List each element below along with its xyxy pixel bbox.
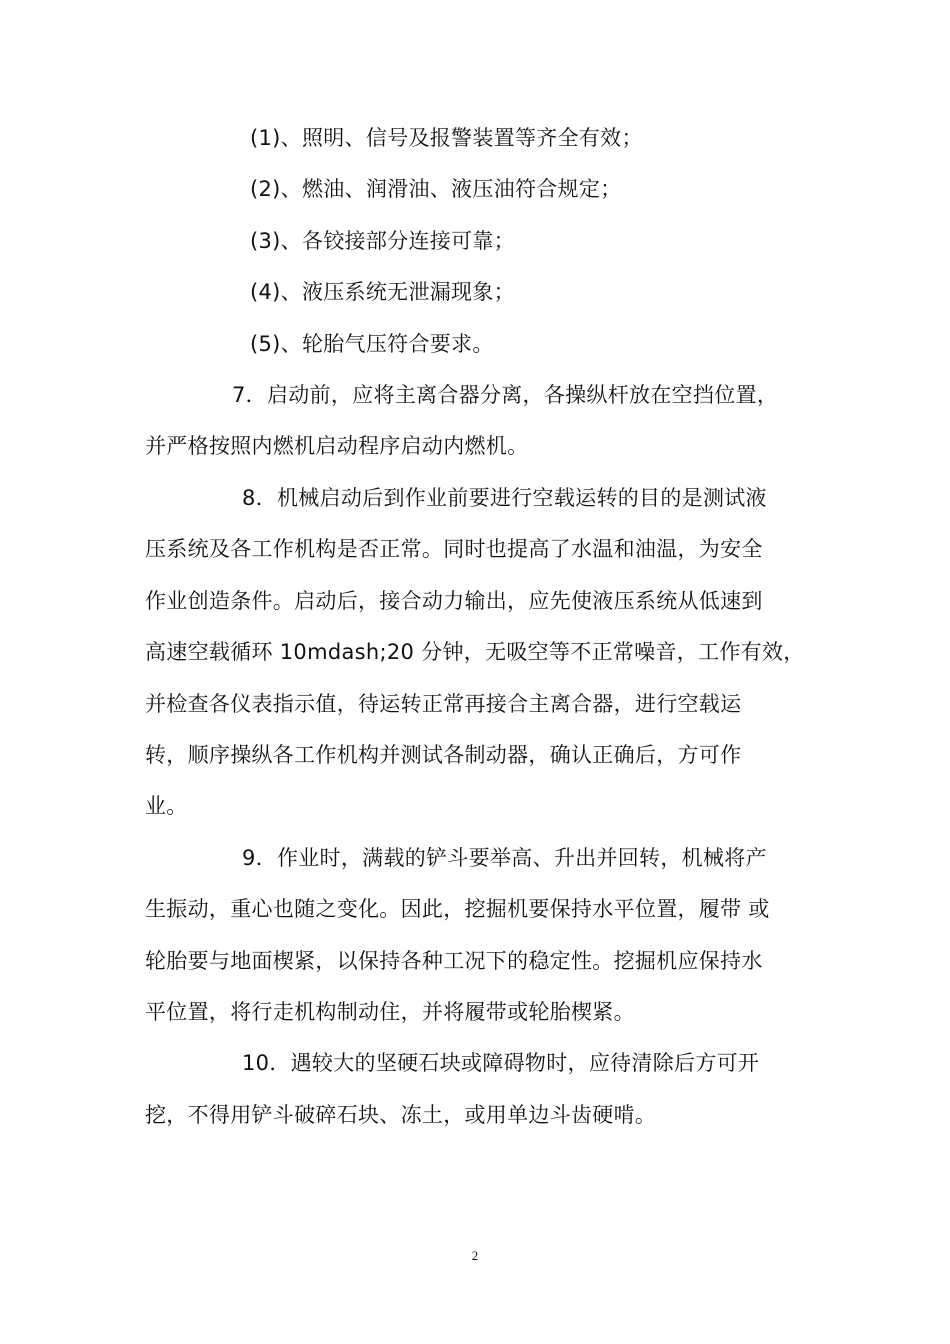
- text-line-9: 压系统及各工作机构是否正常。同时也提高了水温和油温，为安全: [145, 537, 763, 561]
- text-line-5: (5)、轮胎气压符合要求。: [250, 332, 494, 356]
- text-line-3: (3)、各铰接部分连接可靠；: [250, 229, 515, 253]
- text-line-8: 8．机械启动后到作业前要进行空载运转的目的是测试液: [242, 486, 767, 510]
- text-line-17: 轮胎要与地面楔紧，以保持各种工况下的稳定性。挖掘机应保持水: [145, 949, 763, 973]
- page-number: 2: [471, 1248, 479, 1263]
- text-line-19: 10．遇较大的坚硬石块或障碍物时，应待清除后方可开: [242, 1051, 760, 1075]
- text-line-12: 并检查各仪表指示值，待运转正常再接合主离合器，进行空载运: [145, 692, 742, 716]
- text-line-20: 挖，不得用铲斗破碎石块、冻土，或用单边斗齿硬啃。: [145, 1103, 657, 1127]
- text-line-14: 业。: [145, 794, 188, 818]
- text-line-2: (2)、燃油、润滑油、液压油符合规定；: [250, 177, 622, 201]
- text-line-1: (1)、照明、信号及报警装置等齐全有效；: [250, 126, 643, 150]
- text-line-10: 作业创造条件。启动后，接合动力输出，应先使液压系统从低速到: [145, 589, 763, 613]
- text-line-6: 7．启动前，应将主离合器分离，各操纵杆放在空挡位置，: [232, 383, 779, 407]
- text-line-18: 平位置，将行走机构制动住，并将履带或轮胎楔紧。: [145, 1000, 635, 1024]
- text-line-16: 生振动，重心也随之变化。因此，挖掘机要保持水平位置，履带 或: [145, 897, 770, 921]
- text-line-4: (4)、液压系统无泄漏现象；: [250, 280, 515, 304]
- text-line-7: 并严格按照内燃机启动程序启动内燃机。: [145, 434, 529, 458]
- text-line-15: 9．作业时，满载的铲斗要举高、升出并回转，机械将产: [242, 846, 767, 870]
- text-line-13: 转，顺序操纵各工作机构并测试各制动器，确认正确后，方可作: [145, 743, 742, 767]
- text-line-11: 高速空载循环 10mdash;20 分钟，无吸空等不正常噪音，工作有效，: [145, 640, 805, 664]
